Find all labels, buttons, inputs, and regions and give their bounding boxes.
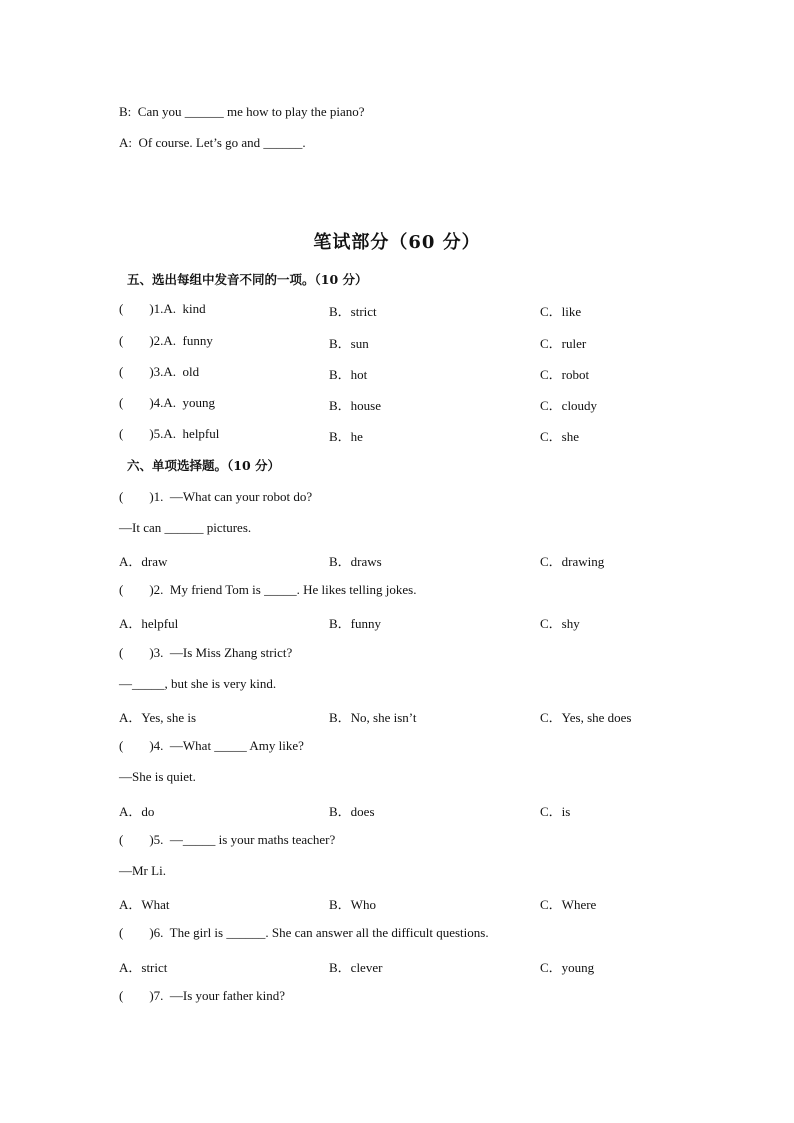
option-c: C．young [540,960,595,975]
question-reply: —_____, but she is very kind. [119,676,277,691]
question-stem: ( )7. —Is your father kind? [119,988,286,1003]
option-c: C．Yes, she does [540,710,632,725]
page-title: 笔试部分（60 分） [313,232,481,253]
option-c: C．like [540,304,582,319]
option-b: B．hot [329,367,368,382]
option-a: ( )5.A. helpful [119,426,220,441]
option-a: A．draw [119,554,168,569]
option-a: ( )3.A. old [119,364,200,379]
question-stem: ( )6. The girl is ______. She can answer all the difficult questions. [119,925,489,940]
option-b: B．does [329,804,375,819]
option-a: A．strict [119,960,168,975]
option-c: C．cloudy [540,398,598,413]
dialog-line-1: B: Can you ______ me how to play the piano? [119,104,365,119]
option-c: C．is [540,804,571,819]
option-c: C．Where [540,897,597,912]
option-a: ( )1.A. kind [119,301,206,316]
option-a: A．do [119,804,155,819]
choice-row [119,957,679,975]
option-b: B．clever [329,960,383,975]
option-b: B．Who [329,897,376,912]
question-reply: —Mr Li. [119,863,166,878]
phonics-row [119,333,679,351]
question-stem: ( )3. —Is Miss Zhang strict? [119,645,293,660]
option-a: A．Yes, she is [119,710,197,725]
option-b: B．strict [329,304,377,319]
question-stem: ( )4. —What _____ Amy like? [119,738,304,753]
phonics-row [119,426,679,444]
option-b: B．sun [329,336,369,351]
option-c: C．she [540,429,580,444]
option-a: A．helpful [119,616,179,631]
question-reply: —She is quiet. [119,769,196,784]
phonics-row [119,395,679,413]
phonics-row [119,301,679,319]
option-b: B．draws [329,554,382,569]
option-b: B．No, she isn’t [329,710,417,725]
choice-row [119,551,679,569]
option-c: C．robot [540,367,590,382]
option-c: C．shy [540,616,580,631]
option-a: ( )4.A. young [119,395,216,410]
section-6-heading: 六、单项选择题。（10 分） [127,458,280,473]
choice-row [119,894,679,912]
choice-row [119,613,679,631]
question-stem: ( )1. —What can your robot do? [119,489,313,504]
dialog-line-2: A: Of course. Let’s go and ______. [119,135,306,150]
option-b: B．house [329,398,382,413]
choice-row [119,707,679,725]
section-5-heading: 五、选出每组中发音不同的一项。（10 分） [127,272,368,287]
option-c: C．drawing [540,554,605,569]
question-reply: —It can ______ pictures. [119,520,252,535]
option-a: ( )2.A. funny [119,333,213,348]
option-a: A．What [119,897,170,912]
option-b: B．he [329,429,363,444]
choice-row [119,801,679,819]
option-b: B．funny [329,616,382,631]
option-c: C．ruler [540,336,587,351]
question-stem: ( )5. —_____ is your maths teacher? [119,832,336,847]
phonics-row [119,364,679,382]
question-stem: ( )2. My friend Tom is _____. He likes telling jokes. [119,582,417,597]
